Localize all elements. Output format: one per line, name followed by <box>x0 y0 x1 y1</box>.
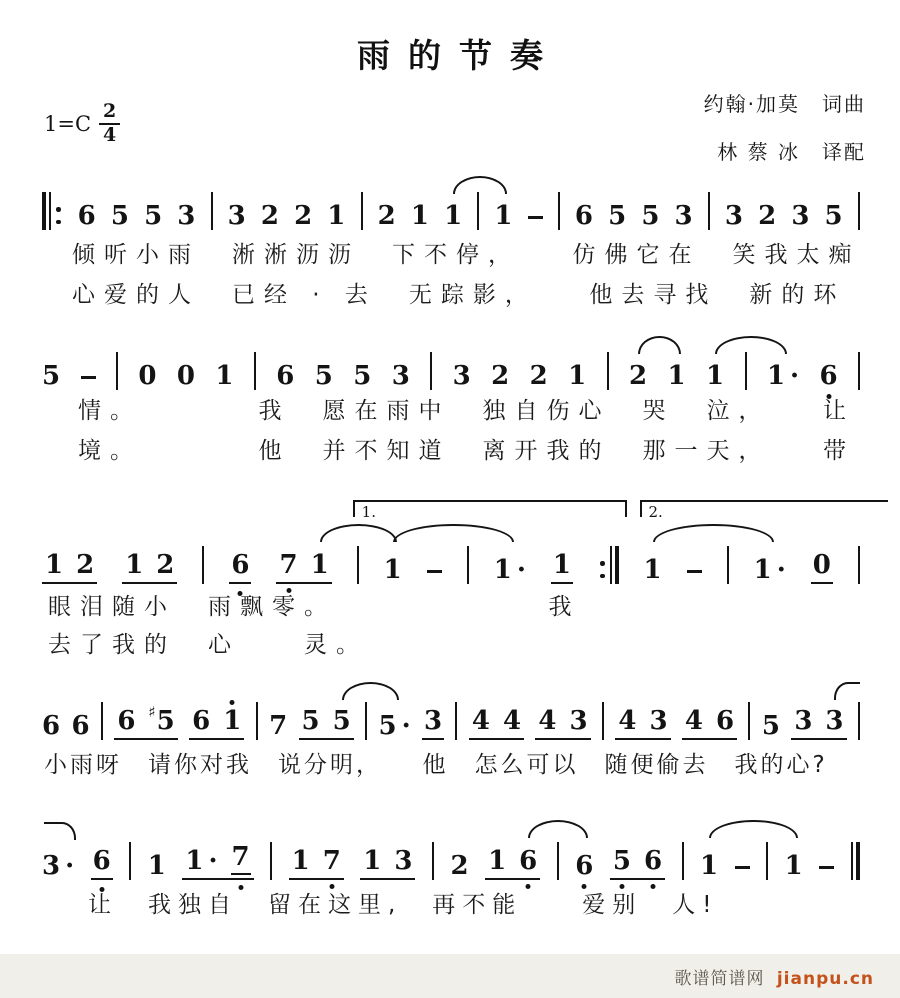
note: 4 <box>471 706 490 736</box>
lyrics-line-3-verse-2: 去了我的 心 灵。 <box>48 632 368 658</box>
beam-group <box>485 847 540 880</box>
note: 6 <box>229 551 251 584</box>
note: 6 <box>820 362 838 390</box>
watermark-site-name: 歌谱简谱网 <box>674 969 765 989</box>
barline <box>254 352 256 390</box>
barline <box>270 842 272 880</box>
volta-bracket <box>640 500 889 521</box>
barline <box>211 192 213 230</box>
note: 2 <box>260 201 279 231</box>
note: 3 <box>422 707 444 740</box>
note: 4 <box>684 706 704 736</box>
slur-arc <box>453 176 507 194</box>
note: 5 · <box>378 711 411 741</box>
note: 3 <box>791 201 810 231</box>
slur-arc <box>393 524 514 542</box>
note: 3 <box>391 361 410 391</box>
music-system-5 <box>42 842 860 880</box>
beam-group <box>610 847 665 880</box>
note: 5 <box>110 201 129 231</box>
note: 5 <box>824 201 843 231</box>
beam-group <box>469 707 524 740</box>
note: 3 <box>227 201 246 231</box>
key-label: 1=C <box>44 111 92 136</box>
note: 1 <box>147 851 166 881</box>
rest-note: 0 <box>811 551 833 584</box>
beam-group <box>182 843 253 880</box>
barline <box>727 546 729 584</box>
beam-group <box>189 707 244 740</box>
barline <box>558 192 560 230</box>
lyrics-line-1-verse-1: 倾听小雨 淅淅沥沥 下不停， 仿佛它在 笑我太痴 <box>72 242 861 268</box>
beam-group <box>114 703 177 740</box>
barline <box>766 842 768 880</box>
note: 6 <box>519 847 537 875</box>
barline <box>858 352 860 390</box>
volta-label: 2. <box>648 503 663 521</box>
beam-group <box>122 551 177 584</box>
beam-group <box>535 707 590 740</box>
barline <box>432 842 434 880</box>
music-system-4 <box>42 702 860 740</box>
note: 2 <box>377 201 396 231</box>
note: 1 <box>700 851 719 881</box>
note: 3 <box>177 201 196 231</box>
note: 6 <box>716 706 735 736</box>
repeat-end-barline <box>598 546 619 584</box>
note: 7 <box>279 551 297 579</box>
note: 2 <box>450 851 469 881</box>
slur-arc <box>653 524 774 542</box>
barline <box>477 192 479 230</box>
note: 1 <box>291 846 310 876</box>
note: 3 <box>724 201 743 231</box>
song-title: 雨的节奏 <box>357 36 561 75</box>
note: 7 <box>231 843 251 875</box>
barline <box>430 352 432 390</box>
barline <box>745 352 747 390</box>
note: 2 <box>491 361 510 391</box>
note: 1 · <box>766 361 800 391</box>
slur-arc <box>528 820 588 838</box>
time-signature <box>99 102 120 146</box>
sharp-icon: ♯ <box>148 703 156 721</box>
half-note-dash <box>81 376 96 380</box>
lyrics-line-5: 让 我独自 留在这里, 再不能 爱别 人! <box>88 892 719 918</box>
note: 3 <box>452 361 471 391</box>
volta-bracket <box>353 500 627 521</box>
note: 1 <box>784 851 803 881</box>
augmentation-dot: · <box>401 711 411 741</box>
note: 5 <box>641 201 660 231</box>
slur-arc <box>320 524 397 542</box>
note: 1 · <box>753 555 786 585</box>
slur-arc <box>834 682 860 700</box>
music-system-2 <box>42 352 860 390</box>
beam-group <box>276 551 331 584</box>
note: 1 <box>410 201 429 231</box>
note: 6 <box>42 711 61 741</box>
barline <box>129 842 131 880</box>
note: 3 <box>825 706 844 736</box>
slur-arc <box>44 822 76 840</box>
note: 1 <box>706 361 725 391</box>
repeat-dots <box>56 207 61 224</box>
watermark <box>674 964 874 989</box>
translator-credit: 林 蔡 冰 译配 <box>717 140 866 164</box>
note: 3 <box>674 201 693 231</box>
lyrics-line-3-verse-1: 眼泪随小 雨飘零。 我 <box>48 594 581 620</box>
note: 1 <box>223 707 241 735</box>
note: 6 <box>192 706 211 736</box>
note: ♯ 5 <box>148 703 175 736</box>
note: 5 <box>144 201 163 231</box>
barline <box>748 702 750 740</box>
note: 5 <box>608 201 627 231</box>
note: 6 <box>91 847 113 880</box>
note: 5 <box>332 706 351 736</box>
slur-arc <box>638 336 681 354</box>
note: 1 <box>488 846 507 876</box>
watermark-site-url: jianpu.cn <box>776 969 874 989</box>
beam-group <box>615 707 670 740</box>
repeat-dots <box>600 561 605 578</box>
note: 6 <box>117 706 136 736</box>
beam-group <box>299 707 354 740</box>
barline <box>365 702 367 740</box>
barline <box>357 546 359 584</box>
barline <box>858 192 860 230</box>
half-note-dash <box>528 216 543 220</box>
note: 1 <box>45 550 64 580</box>
note: 3 <box>794 706 813 736</box>
barline <box>858 546 860 584</box>
note: 5 <box>42 361 61 391</box>
note: 2 <box>758 201 777 231</box>
barline <box>116 352 118 390</box>
slur-arc <box>709 820 798 838</box>
barline <box>607 352 609 390</box>
note: 2 <box>156 550 175 580</box>
slur-arc <box>715 336 787 354</box>
note: 6 <box>71 711 90 741</box>
barline <box>858 702 860 740</box>
note: 7 <box>323 847 341 875</box>
note: 1 <box>667 361 686 391</box>
beam-group <box>791 707 846 740</box>
note: 1 <box>551 551 573 584</box>
note: 1 <box>568 361 587 391</box>
barline <box>455 702 457 740</box>
lyrics-line-2-verse-2: 境。 他 并不知道 离开我的 那一天， 带 <box>78 438 855 464</box>
note: 5 <box>353 361 372 391</box>
note: 1 <box>494 201 513 231</box>
music-system-1 <box>42 192 860 230</box>
augmentation-dot: · <box>516 555 526 585</box>
rest-note: 0 <box>176 361 195 391</box>
barline <box>557 842 559 880</box>
note: 5 <box>301 706 320 736</box>
note: 4 <box>502 706 522 736</box>
repeat-start-barline <box>42 192 63 230</box>
rest-note: 0 <box>138 361 157 391</box>
volta-label: 1. <box>361 503 376 521</box>
note: 4 <box>618 706 637 736</box>
note: 6 <box>574 201 593 231</box>
beam-group <box>360 847 415 880</box>
composer-credit: 约翰·加莫 词曲 <box>703 92 866 116</box>
note: 1 <box>215 361 234 391</box>
barline <box>101 702 103 740</box>
half-note-dash <box>427 570 442 574</box>
note: 7 <box>269 711 288 741</box>
note: 3 <box>569 706 588 736</box>
note: 5 <box>613 847 631 875</box>
half-note-dash <box>735 866 750 870</box>
note: 1 <box>363 846 382 876</box>
beam-group <box>289 847 344 880</box>
note: 2 <box>629 361 648 391</box>
half-note-dash <box>819 866 834 870</box>
note: 3 <box>649 706 668 736</box>
note: 3 · <box>42 851 75 881</box>
note: 6 <box>276 361 295 391</box>
lyrics-line-1-verse-2: 心爱的人 已经 · 去 无踪影， 他去寻找 新的环 <box>72 282 846 308</box>
note: 6 <box>644 847 662 875</box>
lyrics-line-2-verse-1: 情。 我 愿在雨中 独自伤心 哭 泣， 让 <box>78 398 855 424</box>
music-system-3 <box>42 503 860 585</box>
barline <box>361 192 363 230</box>
note: 1 <box>383 555 402 585</box>
barline <box>467 546 469 584</box>
note: 1 <box>310 550 329 580</box>
octave-dot-above <box>230 700 235 705</box>
note: 4 <box>538 706 557 736</box>
note: 1 · <box>493 555 526 585</box>
meter-numerator: 2 <box>99 102 120 125</box>
note: 2 <box>76 550 95 580</box>
key-signature <box>44 102 120 146</box>
barline <box>256 702 258 740</box>
note: 2 <box>294 201 313 231</box>
note: 6 <box>77 201 96 231</box>
final-barline <box>851 842 860 880</box>
meter-denominator: 4 <box>103 123 117 146</box>
barline <box>682 842 684 880</box>
augmentation-dot: · <box>776 555 786 585</box>
beam-group <box>42 551 97 584</box>
note: 1 <box>444 201 463 231</box>
beam-group <box>682 707 737 740</box>
note: 2 <box>529 361 548 391</box>
barline <box>202 546 204 584</box>
note: 5 <box>314 361 333 391</box>
barline <box>708 192 710 230</box>
note: 6 <box>575 852 593 880</box>
note: 1 <box>327 201 346 231</box>
note: 1 <box>643 555 662 585</box>
augmentation-dot: · <box>208 846 218 876</box>
augmentation-dot: · <box>790 361 800 391</box>
note: 5 <box>761 711 780 741</box>
note: 1 <box>125 550 144 580</box>
lyrics-line-4: 小雨呀 请你对我 说分明， 他 怎么可以 随便偷去 我的心? <box>44 752 828 778</box>
augmentation-dot: · <box>65 851 75 881</box>
half-note-dash <box>687 570 702 574</box>
note: 3 <box>394 846 413 876</box>
barline <box>602 702 604 740</box>
slur-arc <box>342 682 399 700</box>
note: 1 · <box>185 846 218 876</box>
